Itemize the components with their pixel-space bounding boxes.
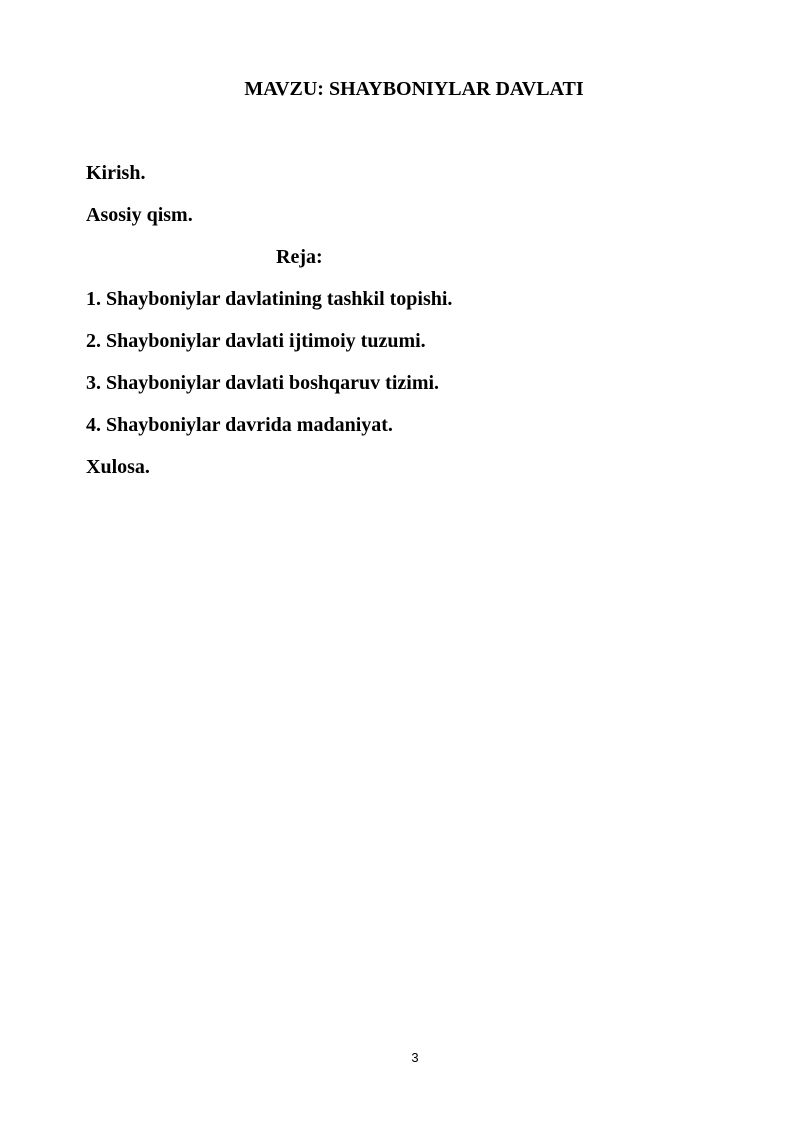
- main-part-heading: Asosiy qism.: [86, 204, 193, 226]
- plan-item: 1. Shayboniylar davlatining tashkil topishi.: [86, 288, 453, 310]
- plan-item: 4. Shayboniylar davrida madaniyat.: [86, 414, 393, 436]
- plan-item: 3. Shayboniylar davlati boshqaruv tizimi.: [86, 372, 440, 394]
- page-number: 3: [411, 1050, 419, 1065]
- page-title: MAVZU: SHAYBONIYLAR DAVLATI: [244, 78, 584, 100]
- intro-heading: Kirish.: [86, 162, 146, 184]
- conclusion-heading: Xulosa.: [86, 456, 150, 478]
- plan-item: 2. Shayboniylar davlati ijtimoiy tuzumi.: [86, 330, 426, 352]
- plan-heading: Reja:: [276, 246, 323, 268]
